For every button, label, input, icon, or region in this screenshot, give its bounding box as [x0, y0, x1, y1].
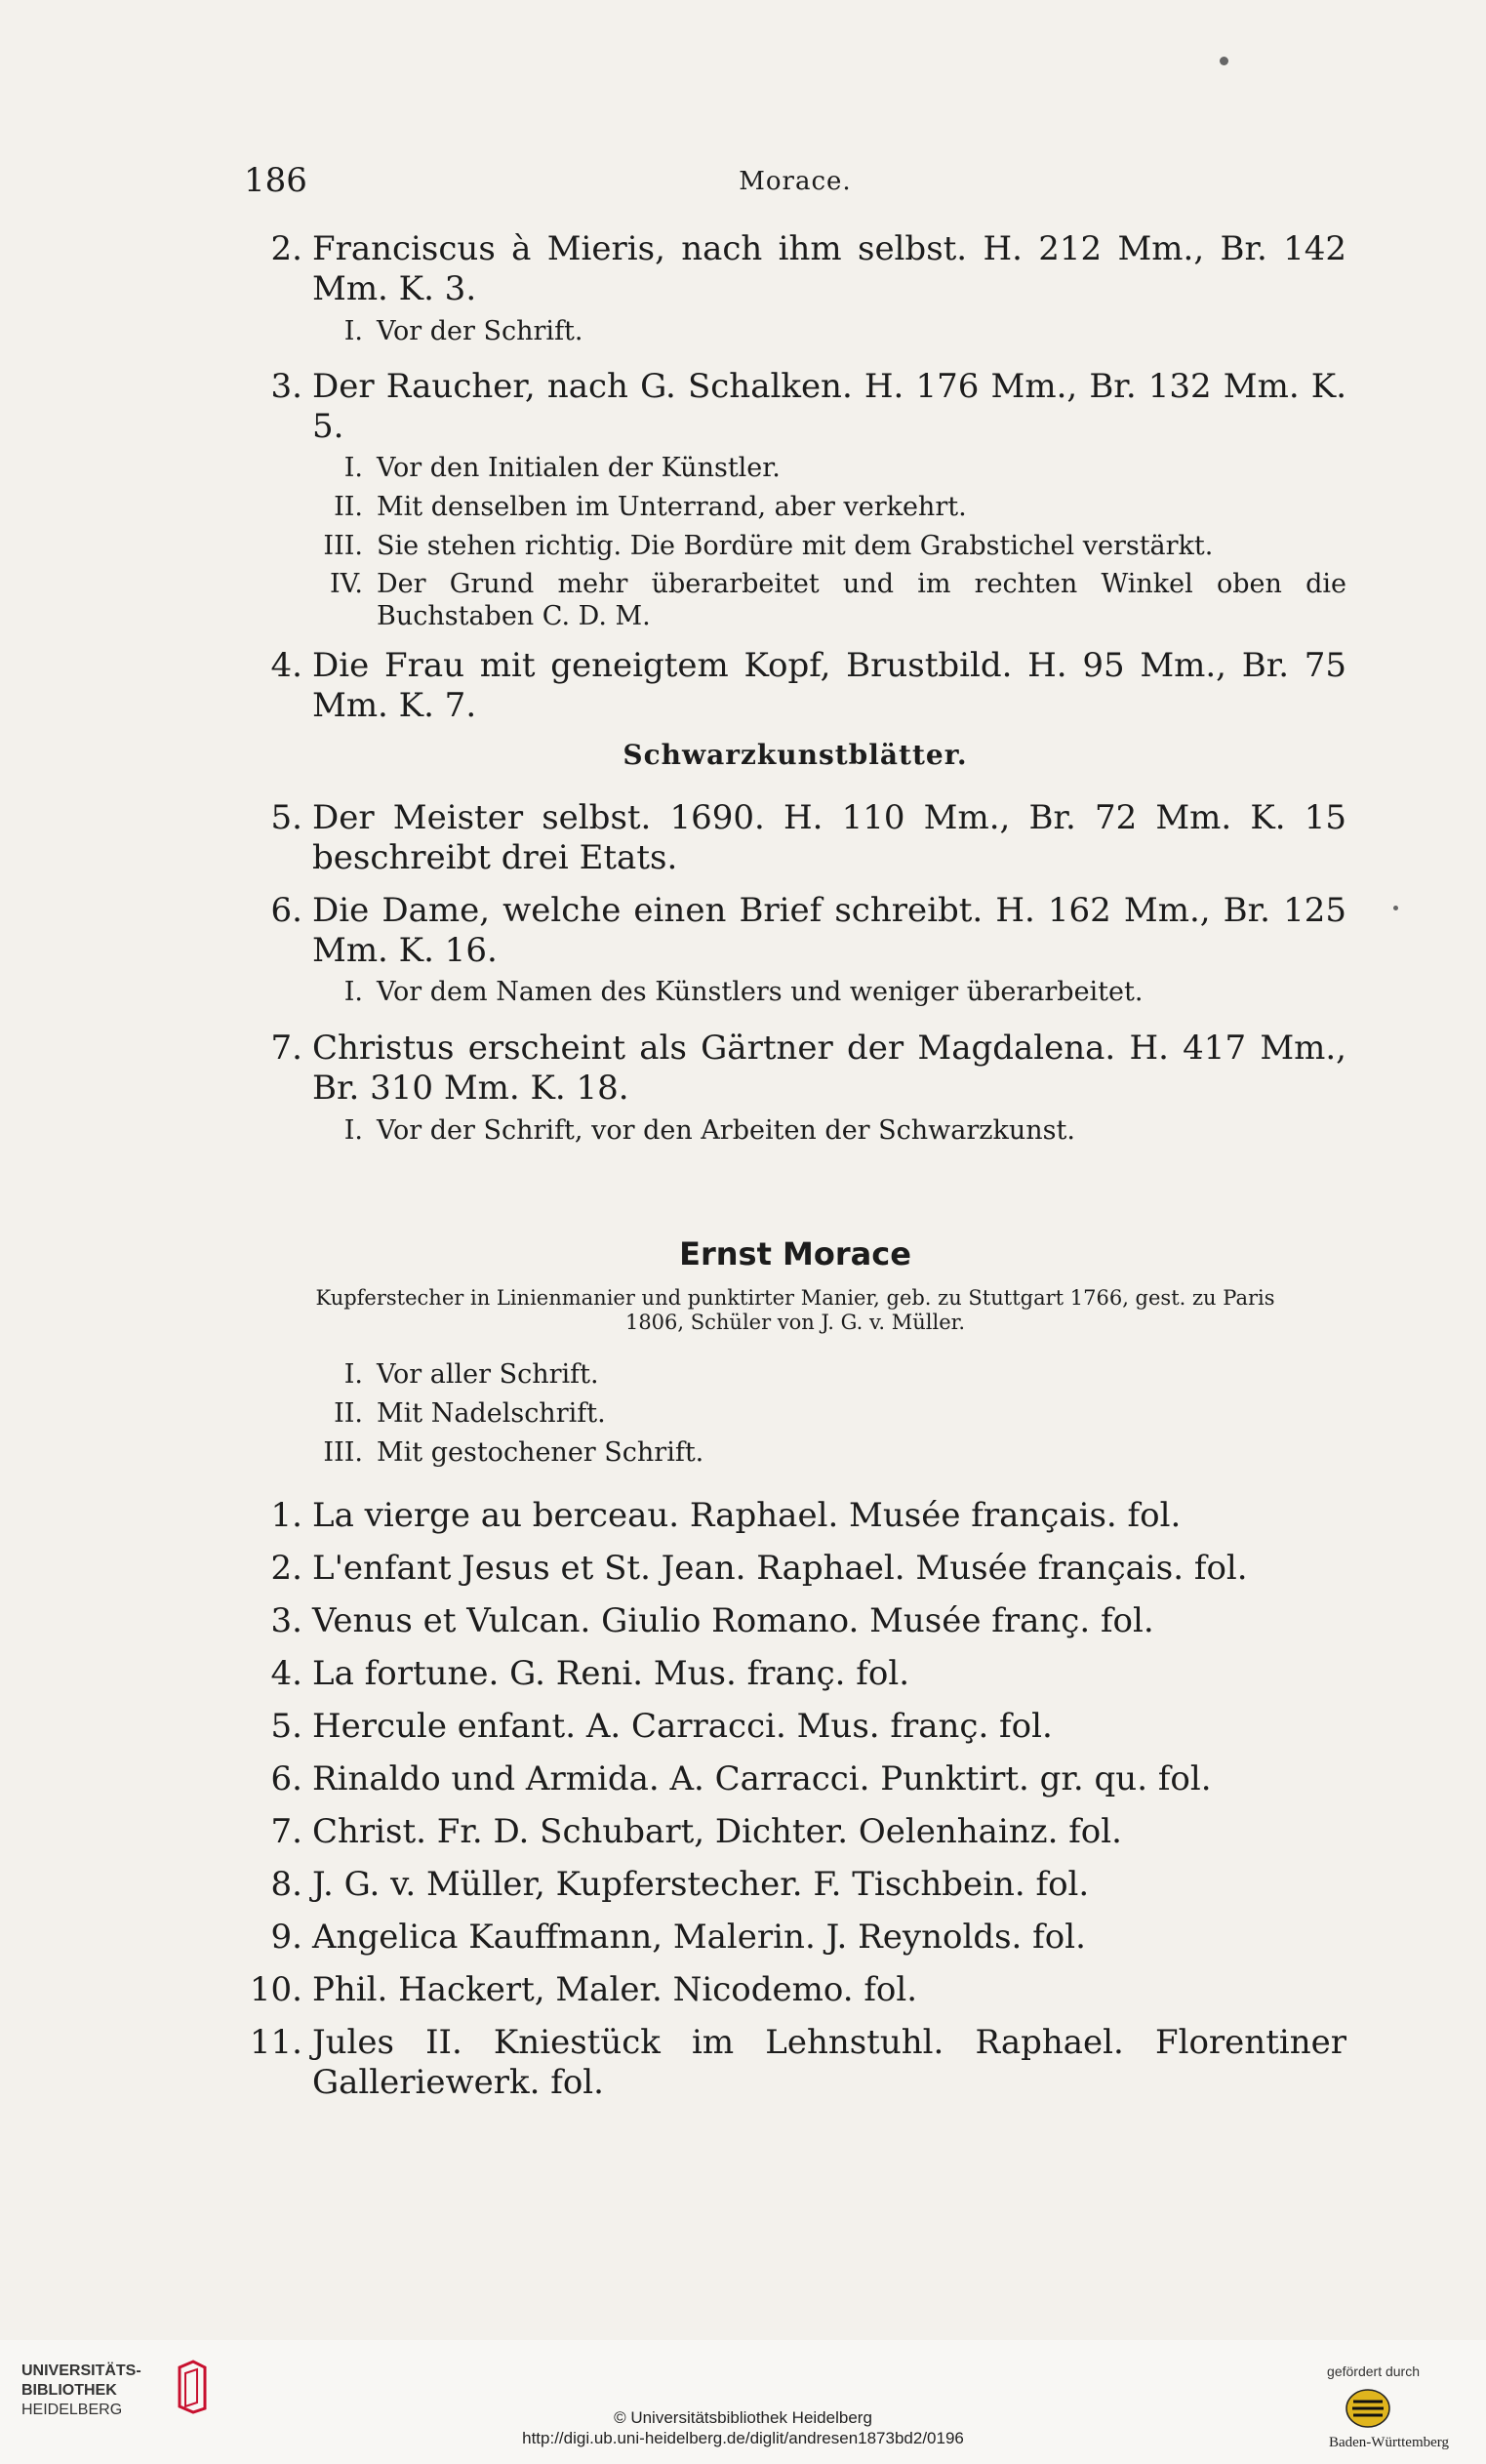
entry-number: 3. [270, 1601, 302, 1640]
work-entry [244, 1918, 1346, 1958]
running-title: Morace. [739, 167, 852, 196]
entry-text: Der Raucher, nach G. Schalken. H. 176 Mm., Br. 132 Mm. K. 5. [312, 367, 1346, 446]
entry-number: 9. [270, 1918, 302, 1957]
state-line [293, 976, 1346, 1008]
state-text: Vor der Schrift. [377, 316, 583, 346]
paper-speck [1393, 906, 1398, 910]
work-entry [244, 1812, 1346, 1852]
state-roman: I. [343, 316, 363, 346]
entry-text: Christus erscheint als Gärtner der Magdalena. H. 417 Mm., Br. 310 Mm. K. 18. [312, 1029, 1346, 1108]
entry-text: Phil. Hackert, Maler. Nicodemo. fol. [312, 1970, 918, 2009]
entry-number: 8. [270, 1865, 302, 1904]
state-line [293, 1397, 1346, 1430]
entry-number: 10. [249, 1970, 302, 2009]
state-text: Sie stehen richtig. Die Bordüre mit dem Grabstichel verstärkt. [377, 531, 1214, 561]
catalogue-entry [244, 367, 1346, 447]
state-line [293, 530, 1346, 562]
state-text: Mit denselben im Unterrand, aber verkehrt. [377, 492, 967, 522]
state-roman: III. [323, 1437, 363, 1468]
copyright-notice: © Universitätsbibliothek Heidelberg [614, 2408, 872, 2427]
work-entry [244, 1865, 1346, 1905]
entry-text: Hercule enfant. A. Carracci. Mus. franç. fol. [312, 1707, 1053, 1746]
entry-text: Die Frau mit geneigtem Kopf, Brustbild. H. 95 Mm., Br. 75 Mm. K. 7. [312, 646, 1346, 725]
state-roman: I. [343, 977, 363, 1007]
state-line [293, 1436, 1346, 1469]
page-header [244, 161, 1346, 206]
library-mark-icon [176, 2360, 209, 2414]
page-number: 186 [244, 161, 307, 200]
entry-number: 11. [249, 2023, 302, 2062]
work-entry [244, 1496, 1346, 1536]
entry-text: J. G. v. Müller, Kupferstecher. F. Tischbein. fol. [312, 1865, 1090, 1904]
state-line [293, 1114, 1346, 1147]
entry-text: La vierge au berceau. Raphael. Musée français. fol. [312, 1496, 1182, 1535]
state-roman: I. [343, 453, 363, 483]
entry-text: Die Dame, welche einen Brief schreibt. H. 162 Mm., Br. 125 Mm. K. 16. [312, 891, 1346, 970]
state-text: Vor dem Namen des Künstlers und weniger überarbeitet. [377, 977, 1144, 1007]
state-text: Vor aller Schrift. [377, 1359, 599, 1390]
work-entry [244, 1759, 1346, 1799]
entry-text: Rinaldo und Armida. A. Carracci. Punktirt. gr. qu. fol. [312, 1759, 1212, 1798]
entry-number: 4. [270, 1654, 302, 1693]
state-roman: III. [323, 531, 363, 561]
entry-number: 6. [270, 891, 302, 930]
work-entry [244, 1549, 1346, 1589]
entry-number: 7. [270, 1812, 302, 1851]
state-text: Mit Nadelschrift. [377, 1398, 606, 1429]
state-text: Vor den Initialen der Künstler. [377, 453, 781, 483]
entry-number: 5. [270, 1707, 302, 1746]
state-line [293, 568, 1346, 632]
state-roman: IV. [329, 569, 363, 599]
catalogue-entry [244, 229, 1346, 309]
state-line [293, 452, 1346, 484]
state-text: Vor der Schrift, vor den Arbeiten der Schwarzkunst. [377, 1115, 1075, 1146]
state-roman: II. [334, 492, 363, 522]
entry-text: Jules II. Kniestück im Lehnstuhl. Raphael. Florentiner Galleriewerk. fol. [312, 2023, 1346, 2102]
footer [0, 2340, 1486, 2464]
entry-text: La fortune. G. Reni. Mus. franç. fol. [312, 1654, 909, 1693]
section-heading: Schwarzkunstblätter. [623, 739, 968, 771]
sponsor-name: Baden-Württemberg [1328, 2435, 1449, 2450]
state-roman: I. [343, 1115, 363, 1146]
state-text: Mit gestochener Schrift. [377, 1437, 704, 1468]
state-line [293, 491, 1346, 523]
library-name-line1: UNIVERSITÄTS- [21, 2363, 141, 2379]
entry-number: 6. [270, 1759, 302, 1798]
entry-text: Venus et Vulcan. Giulio Romano. Musée franç. fol. [312, 1601, 1154, 1640]
state-text: Der Grund mehr überarbeitet und im rechten Winkel oben die Buchstaben C. D. M. [377, 569, 1346, 631]
catalogue-entry [244, 1029, 1346, 1109]
entry-number: 1. [270, 1496, 302, 1535]
coat-of-arms-icon [1344, 2387, 1392, 2430]
state-line [293, 1358, 1346, 1391]
entry-number: 2. [270, 229, 302, 268]
work-entry [244, 1707, 1346, 1747]
work-entry [244, 2023, 1346, 2103]
entry-number: 7. [270, 1029, 302, 1068]
entry-text: Christ. Fr. D. Schubart, Dichter. Oelenhainz. fol. [312, 1812, 1122, 1851]
catalogue-entry [244, 798, 1346, 878]
artist-bio: Kupferstecher in Linienmanier und punktirter Manier, geb. zu Stuttgart 1766, gest. zu Paris 1806, Schüler von J. G. v. Müller. [315, 1286, 1275, 1334]
state-roman: II. [334, 1398, 363, 1429]
entry-number: 4. [270, 646, 302, 685]
permalink[interactable]: http://digi.ub.uni-heidelberg.de/diglit/andresen1873bd2/0196 [522, 2429, 964, 2447]
artist-heading: Ernst Morace [679, 1235, 911, 1272]
entry-text: Angelica Kauffmann, Malerin. J. Reynolds. fol. [312, 1918, 1086, 1957]
sponsor-label: gefördert durch [1327, 2363, 1420, 2379]
entry-number: 3. [270, 367, 302, 406]
entry-number: 2. [270, 1549, 302, 1588]
library-name-line3: HEIDELBERG [21, 2402, 123, 2418]
work-entry [244, 1654, 1346, 1694]
entry-text: Der Meister selbst. 1690. H. 110 Mm., Br. 72 Mm. K. 15 beschreibt drei Etats. [312, 798, 1346, 877]
library-name-line2: BIBLIOTHEK [21, 2382, 117, 2399]
catalogue-entry [244, 891, 1346, 971]
state-roman: I. [343, 1359, 363, 1390]
state-line [293, 315, 1346, 347]
work-entry [244, 1601, 1346, 1641]
catalogue-entry [244, 646, 1346, 726]
entry-number: 5. [270, 798, 302, 837]
entry-text: L'enfant Jesus et St. Jean. Raphael. Musée français. fol. [312, 1549, 1248, 1588]
entry-text: Franciscus à Mieris, nach ihm selbst. H. 212 Mm., Br. 142 Mm. K. 3. [312, 229, 1346, 308]
work-entry [244, 1970, 1346, 2010]
paper-speck [1220, 57, 1228, 65]
